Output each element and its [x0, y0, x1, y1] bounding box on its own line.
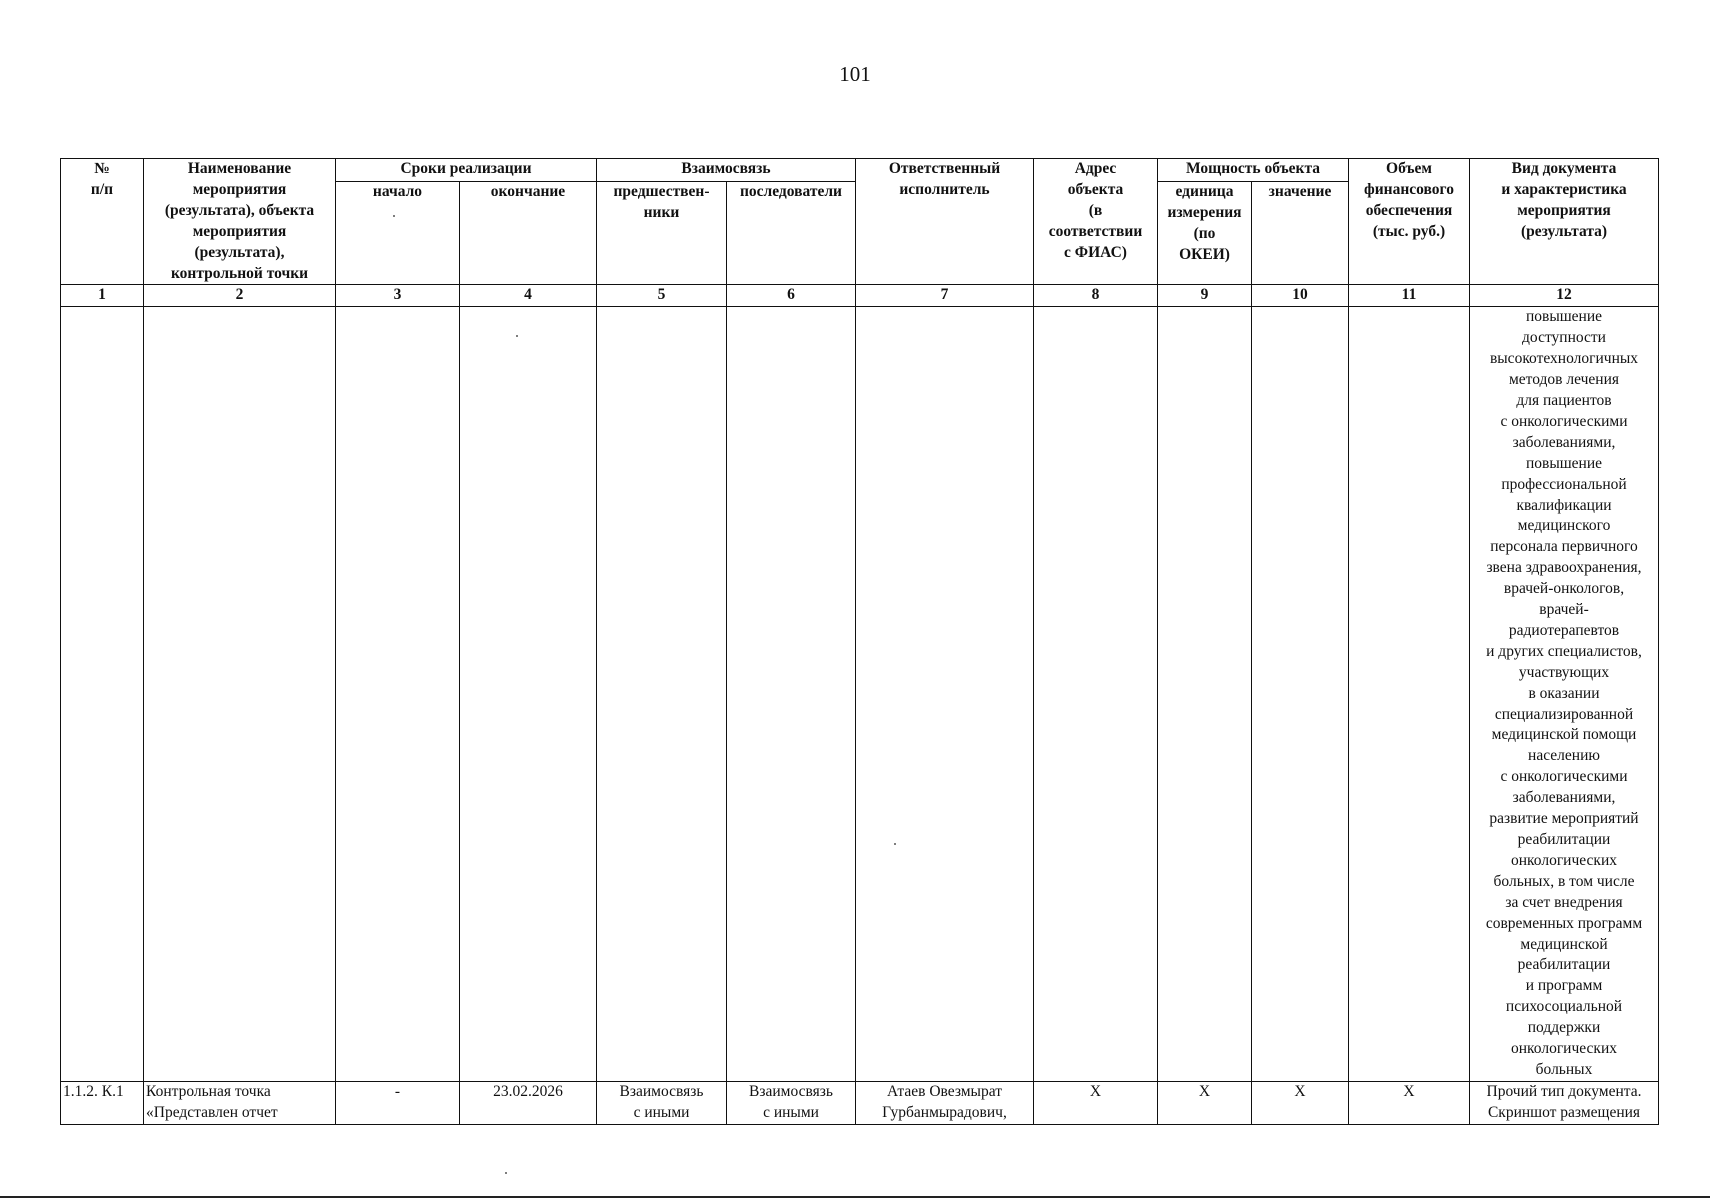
page-number: 101	[839, 62, 871, 86]
header-link-group: Взаимосвязь	[597, 159, 856, 182]
scan-speck	[393, 215, 395, 217]
cell-address: X	[1034, 1082, 1158, 1125]
scan-speck	[516, 335, 518, 337]
cell-empty	[1349, 307, 1470, 1082]
header-terms-group: Сроки реализации	[336, 159, 597, 182]
cell-empty	[727, 307, 856, 1082]
cell-doc-description: повышение доступности высокотехнологичных методов лечения для пациентов с онкологическими заболеваниями, повышение профессиональной квалификации медицинского персонала первичного звена здравоохранения, врачей-онкологов, врачей- радиотерапевтов и других специалистов, участвующих в оказании специализированной медицинской помощи населению с онкологическими заболеваниями, развитие мероприятий реабилитации онкологических больных, в том числе за счет внедрения современных программ медицинской реабилитации и программ психосоциальной поддержки онкологических больных	[1470, 307, 1659, 1082]
column-number: 2	[144, 285, 336, 307]
header-value: значение	[1252, 182, 1349, 285]
column-number: 6	[727, 285, 856, 307]
cell-end: 23.02.2026	[460, 1082, 597, 1125]
cell-doc-type: Прочий тип документа. Скриншот размещения	[1470, 1082, 1659, 1125]
column-number: 8	[1034, 285, 1158, 307]
header-start: начало	[336, 182, 460, 285]
cell-executor: Атаев Овезмырат Гурбанмырадович,	[856, 1082, 1034, 1125]
column-number: 4	[460, 285, 597, 307]
cell-empty	[144, 307, 336, 1082]
scan-speck	[894, 843, 896, 845]
cell-empty	[1158, 307, 1252, 1082]
cell-empty	[1034, 307, 1158, 1082]
cell-number: 1.1.2. К.1	[61, 1082, 144, 1125]
table-row-continued	[61, 307, 1659, 1082]
cell-empty	[460, 307, 597, 1082]
cell-value: X	[1252, 1082, 1349, 1125]
header-name: Наименование мероприятия (результата), объекта мероприятия (результата), контрольной точки	[144, 159, 336, 285]
page-bottom-edge	[0, 1196, 1710, 1198]
cell-unit: X	[1158, 1082, 1252, 1125]
header-finance: Объем финансового обеспечения (тыс. руб.)	[1349, 159, 1470, 285]
column-number: 11	[1349, 285, 1470, 307]
cell-successors: Взаимосвязь с иными	[727, 1082, 856, 1125]
column-number: 10	[1252, 285, 1349, 307]
header-doc-type: Вид документа и характеристика мероприятия (результата)	[1470, 159, 1659, 285]
header-predecessors: предшествен- ники	[597, 182, 727, 285]
cell-name: Контрольная точка «Представлен отчет	[144, 1082, 336, 1125]
column-number: 9	[1158, 285, 1252, 307]
cell-empty	[336, 307, 460, 1082]
header-unit: единица измерения (по ОКЕИ)	[1158, 182, 1252, 285]
column-number: 7	[856, 285, 1034, 307]
cell-predecessors: Взаимосвязь с иными	[597, 1082, 727, 1125]
cell-start: -	[336, 1082, 460, 1125]
cell-empty	[1252, 307, 1349, 1082]
cell-empty	[61, 307, 144, 1082]
header-address: Адрес объекта (в соответствии с ФИАС)	[1034, 159, 1158, 285]
header-number: № п/п	[61, 159, 144, 285]
header-end: окончание	[460, 182, 597, 285]
header-executor: Ответственный исполнитель	[856, 159, 1034, 285]
header-capacity-group: Мощность объекта	[1158, 159, 1349, 182]
cell-finance: X	[1349, 1082, 1470, 1125]
header-successors: последователи	[727, 182, 856, 285]
column-number: 5	[597, 285, 727, 307]
column-number: 12	[1470, 285, 1659, 307]
scan-speck	[505, 1172, 507, 1174]
cell-empty	[856, 307, 1034, 1082]
plan-table	[60, 158, 1659, 1125]
table-row-control-point	[61, 1082, 1659, 1125]
column-number: 3	[336, 285, 460, 307]
column-number: 1	[61, 285, 144, 307]
cell-empty	[597, 307, 727, 1082]
